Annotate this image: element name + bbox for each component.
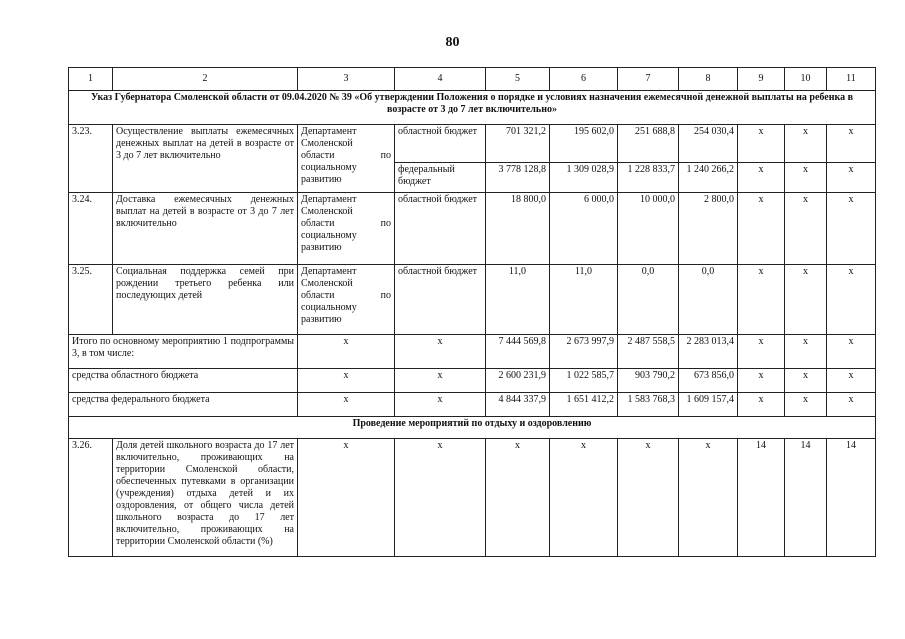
value-cell: x [827, 369, 876, 393]
value-cell: x [785, 369, 827, 393]
value-cell: x [827, 163, 876, 193]
value-cell: x [738, 125, 785, 163]
col-number: 11 [827, 68, 876, 91]
value-cell: x [395, 335, 486, 369]
value-cell: 11,0 [486, 265, 550, 335]
value-cell: x [785, 393, 827, 417]
value-cell: x [785, 265, 827, 335]
value-cell: 1 583 768,3 [618, 393, 679, 417]
value-cell: x [395, 393, 486, 417]
table-row [69, 265, 876, 335]
activity-name: Осуществление выплаты ежемесячных денежных выплат на детей в возрасте от 3 до 7 лет включительно [113, 125, 298, 193]
subtotal-row [69, 393, 876, 417]
indicator-name: Доля детей школьного возраста до 17 лет включительно, проживающих на территории Смоленской области, обеспеченных путевками в организации (учреждения) отдыха детей и их оздоровления, от общего числа детей школьного возраста до 17 лет включительно, проживающих на территории Смоленской области (%) [113, 439, 298, 557]
funding-source: областной бюджет [395, 265, 486, 335]
subtotal-label: средства областного бюджета [69, 369, 298, 393]
col-number: 6 [550, 68, 618, 91]
value-cell: x [785, 125, 827, 163]
value-cell: x [738, 369, 785, 393]
section-row [69, 417, 876, 439]
value-cell: x [738, 163, 785, 193]
value-cell: 18 800,0 [486, 193, 550, 265]
program-table [68, 67, 876, 557]
funding-source: областной бюджет [395, 125, 486, 163]
funding-source: областной бюджет [395, 193, 486, 265]
col-number: 8 [679, 68, 738, 91]
value-cell: 701 321,2 [486, 125, 550, 163]
value-cell: 4 844 337,9 [486, 393, 550, 417]
value-cell: x [395, 369, 486, 393]
table-row [69, 439, 876, 557]
value-cell: 0,0 [679, 265, 738, 335]
value-cell: x [827, 393, 876, 417]
responsible-department: Департамент Смоленской области по социальному развитию [298, 193, 395, 265]
value-cell: 0,0 [618, 265, 679, 335]
funding-source: федеральный бюджет [395, 163, 486, 193]
section-title: Проведение мероприятий по отдыху и оздоровлению [69, 417, 876, 439]
col-number: 4 [395, 68, 486, 91]
value-cell: x [785, 163, 827, 193]
activity-name: Доставка ежемесячных денежных выплат на детей в возрасте от 3 до 7 лет включительно [113, 193, 298, 265]
value-cell: 6 000,0 [550, 193, 618, 265]
activity-name: Социальная поддержка семей при рождении третьего ребенка или последующих детей [113, 265, 298, 335]
value-cell: 2 673 997,9 [550, 335, 618, 369]
value-cell: 3 778 128,8 [486, 163, 550, 193]
value-cell: 1 228 833,7 [618, 163, 679, 193]
value-cell: 903 790,2 [618, 369, 679, 393]
value-cell: x [618, 439, 679, 557]
decree-title: Указ Губернатора Смоленской области от 09.04.2020 № 39 «Об утверждении Положения о порядке и условиях назначения ежемесячной денежной выплаты на ребенка в возрасте от 3 до 7 лет включительно» [69, 91, 876, 125]
value-cell: 1 240 266,2 [679, 163, 738, 193]
subtotal-row [69, 369, 876, 393]
value-cell: 2 487 558,5 [618, 335, 679, 369]
row-number: 3.25. [69, 265, 113, 335]
row-number: 3.23. [69, 125, 113, 193]
value-cell: x [486, 439, 550, 557]
value-cell: x [298, 335, 395, 369]
value-cell: 2 800,0 [679, 193, 738, 265]
value-cell: x [827, 125, 876, 163]
value-cell: 11,0 [550, 265, 618, 335]
value-cell: 195 602,0 [550, 125, 618, 163]
value-cell: x [738, 265, 785, 335]
responsible-department: Департамент Смоленской области по социальному развитию [298, 125, 395, 193]
row-number: 3.24. [69, 193, 113, 265]
value-cell: 14 [827, 439, 876, 557]
value-cell: 10 000,0 [618, 193, 679, 265]
value-cell: x [550, 439, 618, 557]
value-cell: 2 283 013,4 [679, 335, 738, 369]
value-cell: 1 309 028,9 [550, 163, 618, 193]
value-cell: x [679, 439, 738, 557]
col-number: 1 [69, 68, 113, 91]
value-cell: x [785, 335, 827, 369]
column-number-row [69, 68, 876, 91]
value-cell: 1 022 585,7 [550, 369, 618, 393]
value-cell: x [827, 193, 876, 265]
page-number: 80 [445, 35, 460, 50]
subtotal-label: средства федерального бюджета [69, 393, 298, 417]
responsible-department: Департамент Смоленской области по социальному развитию [298, 265, 395, 335]
decree-row [69, 91, 876, 125]
value-cell: 673 856,0 [679, 369, 738, 393]
col-number: 7 [618, 68, 679, 91]
value-cell: x [738, 193, 785, 265]
table-row [69, 193, 876, 265]
value-cell: 1 609 157,4 [679, 393, 738, 417]
col-number: 9 [738, 68, 785, 91]
value-cell: x [827, 265, 876, 335]
value-cell: x [738, 393, 785, 417]
value-cell: x [738, 335, 785, 369]
value-cell: x [785, 193, 827, 265]
value-cell: x [298, 393, 395, 417]
value-cell: 7 444 569,8 [486, 335, 550, 369]
value-cell: 254 030,4 [679, 125, 738, 163]
col-number: 2 [113, 68, 298, 91]
value-cell: 14 [738, 439, 785, 557]
value-cell: x [298, 439, 395, 557]
value-cell: 251 688,8 [618, 125, 679, 163]
table-row [69, 125, 876, 163]
row-number: 3.26. [69, 439, 113, 557]
value-cell: 1 651 412,2 [550, 393, 618, 417]
value-cell: 14 [785, 439, 827, 557]
col-number: 10 [785, 68, 827, 91]
total-label: Итого по основному мероприятию 1 подпрограммы 3, в том числе: [69, 335, 298, 369]
value-cell: x [395, 439, 486, 557]
value-cell: x [827, 335, 876, 369]
value-cell: x [298, 369, 395, 393]
col-number: 5 [486, 68, 550, 91]
total-row [69, 335, 876, 369]
col-number: 3 [298, 68, 395, 91]
value-cell: 2 600 231,9 [486, 369, 550, 393]
